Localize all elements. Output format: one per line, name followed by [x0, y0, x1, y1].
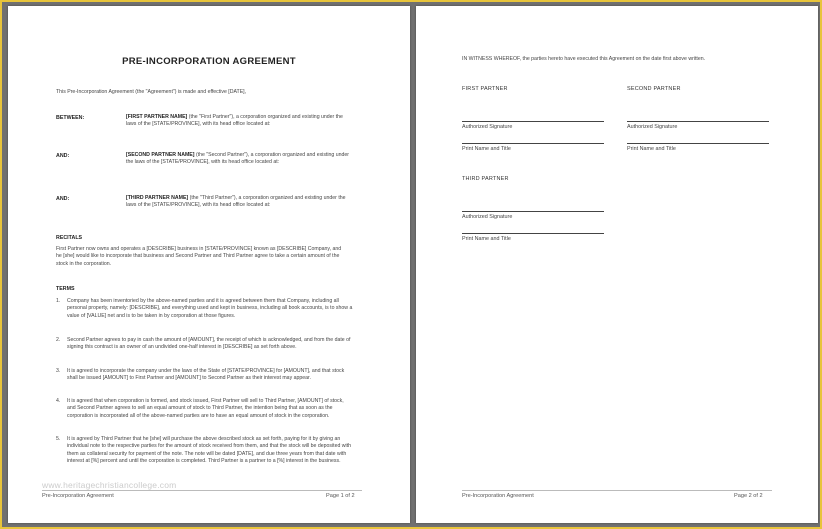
first-partner-description: (the "First Partner"), a corporation organized and existing under the laws of the [STATE/PROVINCE], with its head office located at:: [126, 114, 343, 128]
second-partner-description: (the "Second Partner"), a corporation organized and existing under the laws of the [STATE/PROVINCE], with its head office located at:: [126, 152, 350, 166]
party-label-and-2: AND:: [56, 196, 70, 202]
first-partner-name-line: [462, 143, 604, 144]
document-title: PRE-INCORPORATION AGREEMENT: [122, 56, 296, 67]
party-block-first: [126, 114, 352, 129]
term-text: Company has been inventoried by the above-named parties and it is agreed between them that Company, including all personal property, namely: [DESCRIBE], and everything used and kept in business, including all book accounts, is to show a value of [VALUE] net and is to be taken in by corporation at those figures.: [67, 298, 353, 319]
page-2: [416, 6, 818, 523]
term-text: It is agreed that when corporation is formed, and stock issued, First Partner will sell to Third Partner, [AMOUNT] of stock, and Second Partner agrees to sell an equal amount of stock to Third Partner, the intention being that as soon as the corporation is incorporated all of the above-named parties are to have an equal amount of stock in the corporation.: [67, 398, 344, 419]
recitals-heading: RECITALS: [56, 235, 83, 241]
term-text: Second Partner agrees to pay in cash the amount of [AMOUNT], the receipt of which is acknowledged, and from the date of signing this contract is an owner of an undivided one-half interest in [DESCRIBE] as set forth above.: [67, 337, 351, 351]
third-partner-signature-line: [462, 211, 604, 212]
witness-paragraph: IN WITNESS WHEREOF, the parties hereto have executed this Agreement on the date first above written.: [462, 56, 706, 62]
footer-left: Pre-Incorporation Agreement: [462, 493, 534, 499]
term-number: 1.: [56, 298, 61, 304]
term-item: [56, 368, 353, 383]
term-number: 2.: [56, 337, 61, 343]
term-text: It is agreed by Third Partner that he [she] will purchase the above described stock as set forth, paying for it by giving an individual note to the respective parties for the amount of stock received from them, and that the stock will be deposited with them as collateral security for payment of the note. The note will be dated [DATE], and due three years from that date with interest at [%] percent and until the corporation is completed. Third Partner is a partner to a [%] interest in the business.: [67, 436, 352, 464]
first-partner-signature-line: [462, 121, 604, 122]
party-block-third: [126, 195, 352, 210]
footer-left: Pre-Incorporation Agreement: [42, 493, 114, 499]
first-partner-name: [FIRST PARTNER NAME]: [126, 114, 188, 120]
term-item: [56, 337, 353, 352]
footer-page-number: Page 2 of 2: [734, 493, 763, 499]
recitals-paragraph: First Partner now owns and operates a [DESCRIBE] business in [STATE/PROVINCE] known as [DESCRIBE] Company, and he [she] would like to incorporate that business and Second Partner and Third Partner agree to take a certain amount of the stock in the corporation.: [56, 246, 342, 267]
terms-heading: TERMS: [56, 286, 75, 292]
third-partner-name-label: Print Name and Title: [462, 236, 511, 242]
page-1: [8, 6, 410, 523]
third-partner-name: [THIRD PARTNER NAME]: [126, 195, 189, 201]
second-partner-heading: SECOND PARTNER: [627, 86, 681, 92]
term-text: It is agreed to incorporate the company under the laws of the State of [STATE/PROVINCE] for [AMOUNT], and that stock shall be issued [AMOUNT] to First Partner and [AMOUNT] to Second Partner as their interest may appear.: [67, 368, 345, 382]
footer-divider: [462, 490, 772, 491]
intro-paragraph: This Pre-Incorporation Agreement (the "Agreement") is made and effective [DATE],: [56, 89, 247, 95]
footer-divider: [42, 490, 362, 491]
second-partner-signature-line: [627, 121, 769, 122]
footer-page-number: Page 1 of 2: [326, 493, 355, 499]
second-partner-signature-label: Authorized Signature: [627, 124, 678, 130]
first-partner-signature-label: Authorized Signature: [462, 124, 513, 130]
first-partner-name-label: Print Name and Title: [462, 146, 511, 152]
term-item: [56, 298, 353, 320]
party-block-second: [126, 152, 352, 167]
third-partner-description: (the "Third Partner"), a corporation organized and existing under the laws of the [STATE/PROVINCE], with its head office located at:: [126, 195, 346, 209]
third-partner-heading: THIRD PARTNER: [462, 176, 509, 182]
term-item: [56, 398, 353, 420]
first-partner-heading: FIRST PARTNER: [462, 86, 508, 92]
second-partner-name: [SECOND PARTNER NAME]: [126, 152, 195, 158]
second-partner-name-line: [627, 143, 769, 144]
term-number: 3.: [56, 368, 61, 374]
term-item: [56, 436, 353, 465]
third-partner-signature-label: Authorized Signature: [462, 214, 513, 220]
watermark-text: www.heritagechristiancollege.com: [42, 480, 177, 490]
term-number: 5.: [56, 436, 61, 442]
second-partner-name-label: Print Name and Title: [627, 146, 676, 152]
third-partner-name-line: [462, 233, 604, 234]
term-number: 4.: [56, 398, 61, 404]
party-label-and-1: AND:: [56, 153, 70, 159]
party-label-between: BETWEEN:: [56, 115, 85, 121]
